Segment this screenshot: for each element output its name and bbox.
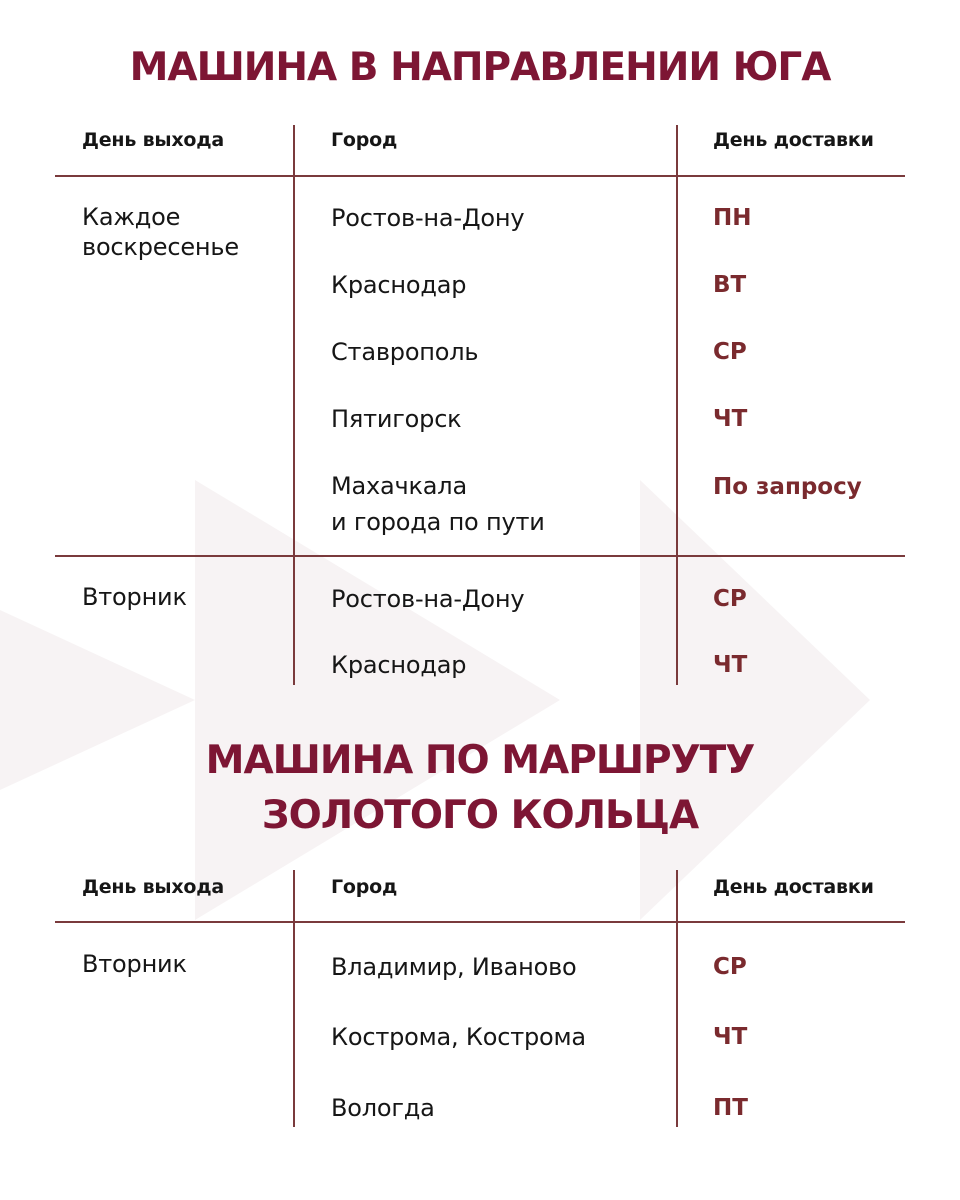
watermark-chevron (195, 480, 560, 920)
watermark-chevron (640, 480, 870, 920)
ring-title-line1: МАШИНА ПО МАРШРУТУ (205, 738, 755, 783)
ring-row-day: ПТ (713, 1095, 748, 1121)
south-row-day: ПН (713, 205, 752, 231)
ring-header-rule (55, 921, 905, 923)
ring-header-delivery: День доставки (713, 876, 874, 898)
ring-row-city: Владимир, Иваново (331, 953, 577, 981)
south-row-city-makhachkala-line1: Махачкала (331, 472, 467, 500)
south-row-day-on-request: По запросу (713, 474, 862, 500)
south-row-day: ВТ (713, 272, 747, 298)
south-row-day: СР (713, 586, 747, 612)
south-header-departure: День выхода (82, 129, 225, 151)
south-row-city: Ростов-на-Дону (331, 585, 525, 613)
ring-row-city: Вологда (331, 1094, 435, 1122)
south-header-rule (55, 175, 905, 177)
south-departure-tuesday: Вторник (82, 583, 187, 611)
south-header-city: Город (331, 129, 398, 151)
south-row-city: Краснодар (331, 651, 467, 679)
south-departure-sunday-line2: воскресенье (82, 233, 239, 261)
south-row-day: ЧТ (713, 652, 748, 678)
south-title: МАШИНА В НАПРАВЛЕНИИ ЮГА (129, 45, 831, 90)
south-row-city: Ростов-на-Дону (331, 204, 525, 232)
south-row-city-makhachkala-line2: и города по пути (331, 508, 545, 536)
south-column-divider-1 (293, 125, 295, 685)
ring-title-line2: ЗОЛОТОГО КОЛЬЦА (261, 793, 699, 838)
ring-row-day: СР (713, 954, 747, 980)
south-row-day: ЧТ (713, 406, 748, 432)
south-column-divider-2 (676, 125, 678, 685)
ring-header-city: Город (331, 876, 398, 898)
ring-header-departure: День выхода (82, 876, 225, 898)
ring-column-divider-2 (676, 870, 678, 1127)
ring-row-day: ЧТ (713, 1024, 748, 1050)
south-row-city: Пятигорск (331, 405, 462, 433)
south-row-city: Ставрополь (331, 338, 479, 366)
south-row-city: Краснодар (331, 271, 467, 299)
ring-column-divider-1 (293, 870, 295, 1127)
south-group-rule (55, 555, 905, 557)
ring-row-city: Кострома, Кострома (331, 1023, 586, 1051)
ring-departure-tuesday: Вторник (82, 950, 187, 978)
south-row-day: СР (713, 339, 747, 365)
south-departure-sunday-line1: Каждое (82, 203, 181, 231)
south-header-delivery: День доставки (713, 129, 874, 151)
